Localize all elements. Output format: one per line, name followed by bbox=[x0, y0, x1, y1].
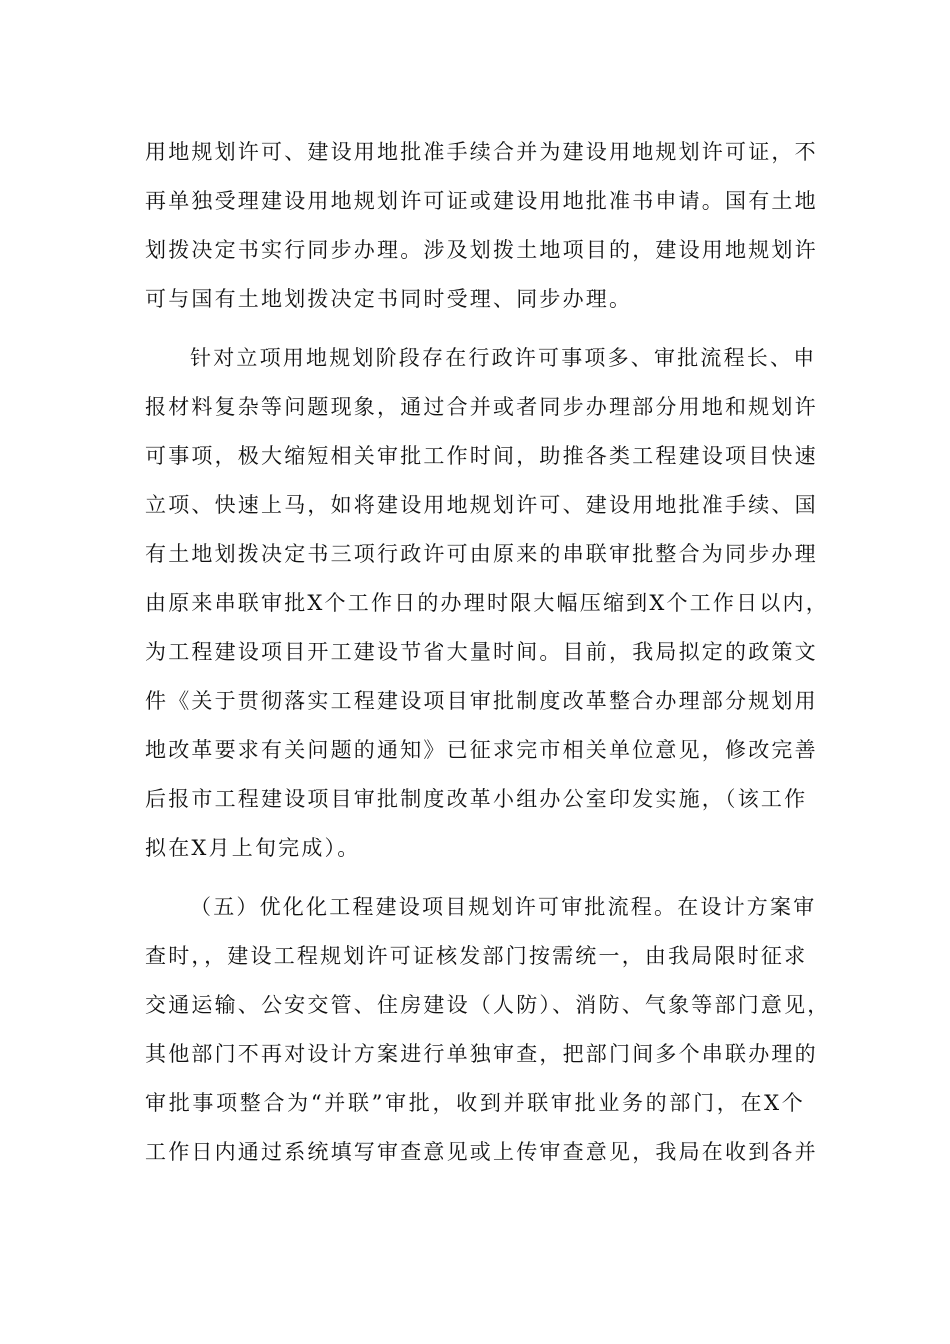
text-line: （五）优化化工程建设项目规划许可审批流程。在设计方案审 bbox=[190, 895, 817, 919]
text-line: 可事项，极大缩短相关审批工作时间，助推各类工程建设项目快速 bbox=[145, 444, 818, 468]
text-line: 针对立项用地规划阶段存在行政许可事项多、审批流程长、申 bbox=[190, 346, 817, 370]
text-line: 查时，，建设工程规划许可证核发部门按需统一，由我局限时征求 bbox=[145, 944, 808, 968]
text-line: 划拨决定书实行同步办理。涉及划拨土地项目的，建设用地规划许 bbox=[145, 238, 818, 262]
text-line: 再单独受理建设用地规划许可证或建设用地批准书申请。国有土地 bbox=[145, 189, 818, 213]
text-line: 报材料复杂等问题现象，通过合并或者同步办理部分用地和规划许 bbox=[145, 395, 818, 419]
text-line: 后报市工程建设项目审批制度改革小组办公室印发实施，（该工作 bbox=[145, 787, 808, 811]
text-line: 立项、快速上马，如将建设用地规划许可、建设用地批准手续、国 bbox=[145, 493, 818, 517]
text-line: 审批事项整合为“并联”审批，收到并联审批业务的部门，在X个 bbox=[145, 1091, 805, 1115]
text-line: 件《关于贯彻落实工程建设项目审批制度改革整合办理部分规划用 bbox=[145, 689, 818, 713]
text-line: 可与国有土地划拨决定书同时受理、同步办理。 bbox=[145, 287, 633, 311]
text-line: 其他部门不再对设计方案进行单独审查，把部门间多个串联办理的 bbox=[145, 1042, 818, 1066]
text-line: 交通运输、公安交管、住房建设（人防）、消防、气象等部门意见， bbox=[145, 993, 831, 1017]
text-line: 有土地划拨决定书三项行政许可由原来的串联审批整合为同步办理 bbox=[145, 542, 818, 566]
text-line: 用地规划许可、建设用地批准手续合并为建设用地规划许可证，不 bbox=[145, 140, 818, 164]
text-line: 工作日内通过系统填写审查意见或上传审查意见，我局在收到各并 bbox=[145, 1140, 818, 1164]
text-line: 由原来串联审批X个工作日的办理时限大幅压缩到X个工作日以内， bbox=[145, 591, 829, 615]
text-line: 拟在X月上旬完成）。 bbox=[145, 836, 361, 860]
text-line: 为工程建设项目开工建设节省大量时间。目前，我局拟定的政策文 bbox=[145, 640, 818, 664]
text-line: 地改革要求有关问题的通知》已征求完市相关单位意见，修改完善 bbox=[145, 738, 818, 762]
